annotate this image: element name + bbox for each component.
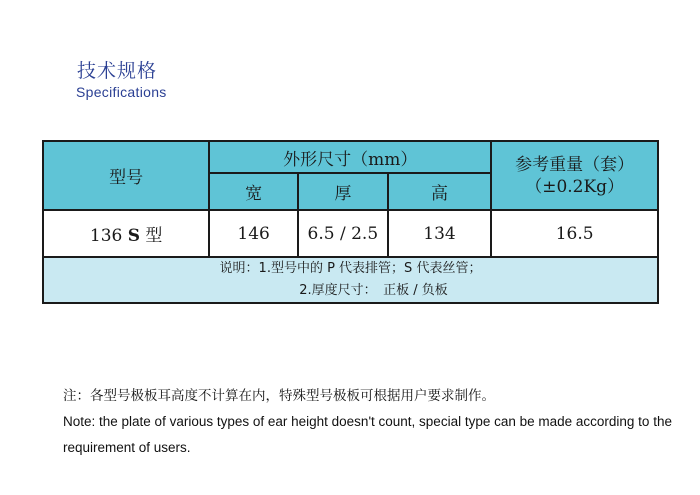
footnote-english: Note: the plate of various types of ear height doesn't count, special type can be made according to the requirement of users. bbox=[63, 414, 672, 455]
cell-height: 134 bbox=[388, 210, 492, 257]
header-height: 高 bbox=[388, 173, 492, 210]
cell-weight: 16.5 bbox=[491, 210, 658, 257]
specifications-table bbox=[42, 140, 659, 304]
cell-width: 146 bbox=[209, 210, 298, 257]
header-dimensions: 外形尺寸（mm） bbox=[209, 141, 491, 173]
table-row bbox=[43, 210, 658, 257]
note-line-2: 2.厚度尺寸： 正板 / 负板 bbox=[299, 283, 448, 298]
note-line-1: 说明：1.型号中的 P 代表排管；S 代表丝管； bbox=[219, 261, 482, 276]
cell-model-number: 136 bbox=[89, 226, 123, 246]
header-weight-tolerance: （±0.2Kg） bbox=[525, 176, 625, 197]
header-thickness: 厚 bbox=[298, 173, 388, 210]
header-weight-label: 参考重量（套） bbox=[515, 154, 635, 175]
footnote-chinese: 注：各型号极板耳高度不计算在内，特殊型号极板可根据用户要求制作。 bbox=[63, 388, 495, 404]
page-title-chinese: 技术规格 bbox=[77, 60, 158, 82]
page-title-english: Specifications bbox=[76, 84, 167, 100]
header-width: 宽 bbox=[209, 173, 298, 210]
header-weight bbox=[491, 141, 658, 210]
cell-model bbox=[43, 210, 209, 257]
table-notes bbox=[43, 257, 658, 303]
cell-model-letter: S bbox=[127, 226, 141, 246]
cell-thickness: 6.5 / 2.5 bbox=[298, 210, 388, 257]
cell-model-suffix: 型 bbox=[145, 226, 163, 246]
header-model: 型号 bbox=[43, 141, 209, 210]
